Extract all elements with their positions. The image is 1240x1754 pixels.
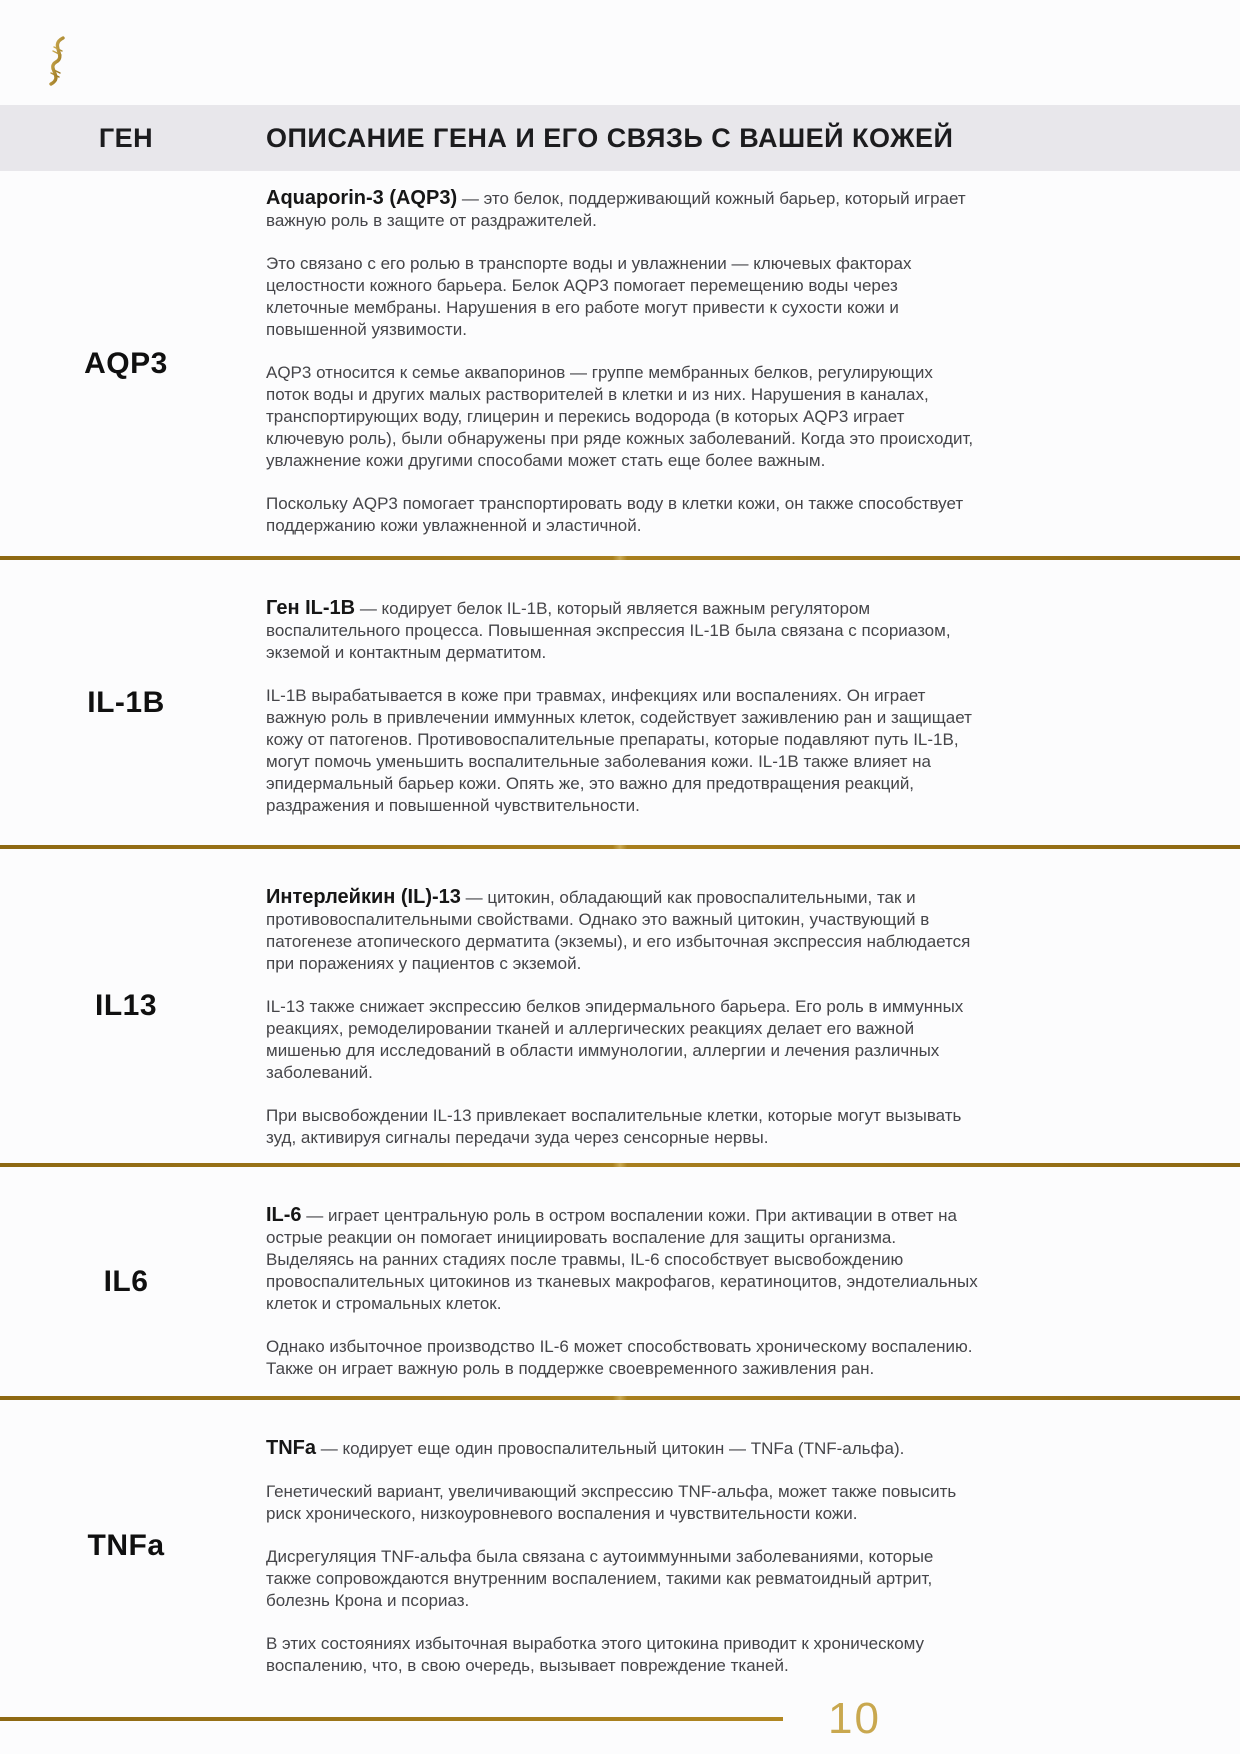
gene-paragraph: AQP3 относится к семье аквапоринов — группе мембранных белков, регулирующих поток воды и других малых растворителей в клетки и из них. Нарушения в каналах, транспортирующих воду, глицерин и перекись водорода (в которых AQP3 играет ключевую роль), были обнаружены при ряде кожных заболеваний. Когда это происходит, увлажнение кожи другими способами может стать еще более важным. [266, 363, 974, 470]
gene-name-il13: IL13 [94, 989, 158, 1022]
gene-lead-paragraph [266, 886, 978, 975]
gene-paragraph: Генетический вариант, увеличивающий экспрессию TNF-альфа, может также повысить риск хронического, низкоуровневого воспаления и чувствительности кожи. [266, 1482, 957, 1523]
gene-lead-text: — кодирует белок IL-1B, который является важным регулятором воспалительного процесса. Повышенная экспрессия IL-1B была связана с псориазом, экземой и контактным дерматитом. [266, 599, 951, 662]
gene-row-tnfa [0, 1400, 1240, 1691]
gene-lead-paragraph [266, 1437, 978, 1460]
gene-paragraph: IL-1B вырабатывается в коже при травмах, инфекциях или воспалениях. Он играет важную роль в привлечении иммунных клеток, содействует заживлению ран и защищает кожу от патогенов. Противовоспалительные препараты, которые подавляют путь IL-1B, могут помочь уменьшить воспалительные заболевания кожи. IL-1B также влияет на эпидермальный барьер кожи. Опять же, это важно для предотвращения реакций, раздражения и повышенной чувствительности. [266, 686, 972, 815]
dna-logo-icon [44, 36, 70, 86]
gene-paragraph: В этих состояниях избыточная выработка этого цитокина приводит к хроническому воспалению, что, в свою очередь, вызывает повреждение тканей. [266, 1634, 925, 1675]
gene-row-aqp3 [0, 171, 1240, 556]
gene-lead-text: — кодирует еще один провоспалительный цитокин — TNFa (TNF-альфа). [316, 1439, 905, 1458]
gene-lead-title: IL-6 [266, 1204, 302, 1226]
page-top-margin [0, 0, 1240, 105]
gene-lead-text: — это белок, поддерживающий кожный барьер, который играет важную роль в защите от раздражителей. [266, 189, 966, 230]
gene-lead-text: — цитокин, обладающий как провоспалительными, так и противовоспалительными свойствами. Однако это важный цитокин, участвующий в патогенезе атопического дерматита (экземы), и его избыточная экспрессия наблюдается при поражениях у пациентов с экземой. [266, 888, 971, 973]
description-column-header: ОПИСАНИЕ ГЕНА И ЕГО СВЯЗЬ С ВАШЕЙ КОЖЕЙ [266, 122, 954, 153]
gene-paragraph: IL-13 также снижает экспрессию белков эпидермального барьера. Его роль в иммунных реакциях, ремоделировании тканей и аллергических реакциях делает его важной мишенью для исследований в области иммунологии, аллергии и лечения различных заболеваний. [266, 997, 964, 1082]
gene-paragraph: Это связано с его ролью в транспорте воды и увлажнении — ключевых факторах целостности кожного барьера. Белок AQP3 помогает перемещению воды через клеточные мембраны. Нарушения в его работе могут привести к сухости кожи и повышенной уязвимости. [266, 254, 912, 339]
table-header [0, 105, 1240, 171]
gene-lead-text: — играет центральную роль в остром воспалении кожи. При активации в ответ на острые реакции он помогает инициировать воспаление для защиты организма. Выделяясь на ранних стадиях после травмы, IL-6 способствует высвобождению провоспалительных цитокинов из тканевых макрофагов, кератиноцитов, эндотелиальных клеток и стромальных клеток. [266, 1206, 978, 1313]
gene-lead-title: Ген IL-1B [266, 597, 356, 619]
gene-row-il6 [0, 1167, 1240, 1396]
gene-paragraph: Поскольку AQP3 помогает транспортировать воду в клетки кожи, он также способствует поддержанию кожи увлажненной и эластичной. [266, 494, 964, 535]
page-number: 10 [828, 1694, 881, 1743]
gene-column-header: ГЕН [98, 122, 154, 153]
footer-gold-line [0, 1717, 783, 1721]
gene-row-il1b [0, 560, 1240, 845]
gene-row-il13 [0, 849, 1240, 1163]
gene-lead-title: TNFa [266, 1437, 316, 1459]
page-footer [0, 1693, 1240, 1745]
gene-name-il1b: IL-1B [87, 685, 165, 719]
gene-lead-paragraph [266, 597, 978, 664]
gene-lead-paragraph [266, 187, 978, 232]
gene-paragraph: Дисрегуляция TNF-альфа была связана с аутоиммунными заболеваниями, которые также сопровождаются внутренним воспалением, такими как ревматоидный артрит, болезнь Крона и псориаз. [266, 1547, 934, 1610]
gene-paragraph: При высвобождении IL-13 привлекает воспалительные клетки, которые могут вызывать зуд, активируя сигналы передачи зуда через сенсорные нервы. [266, 1106, 962, 1147]
gene-name-tnfa: TNFa [87, 1528, 165, 1562]
gene-lead-title: Aquaporin-3 (AQP3) [266, 187, 458, 209]
gene-paragraph: Однако избыточное производство IL-6 может способствовать хроническому воспалению. Также он играет важную роль в поддержке своевременного заживления ран. [266, 1337, 973, 1378]
gene-name-aqp3: AQP3 [84, 346, 168, 380]
gene-lead-paragraph [266, 1204, 978, 1315]
gene-name-il6: IL6 [103, 1264, 149, 1298]
gene-lead-title: Интерлейкин (IL)-13 [266, 886, 461, 908]
